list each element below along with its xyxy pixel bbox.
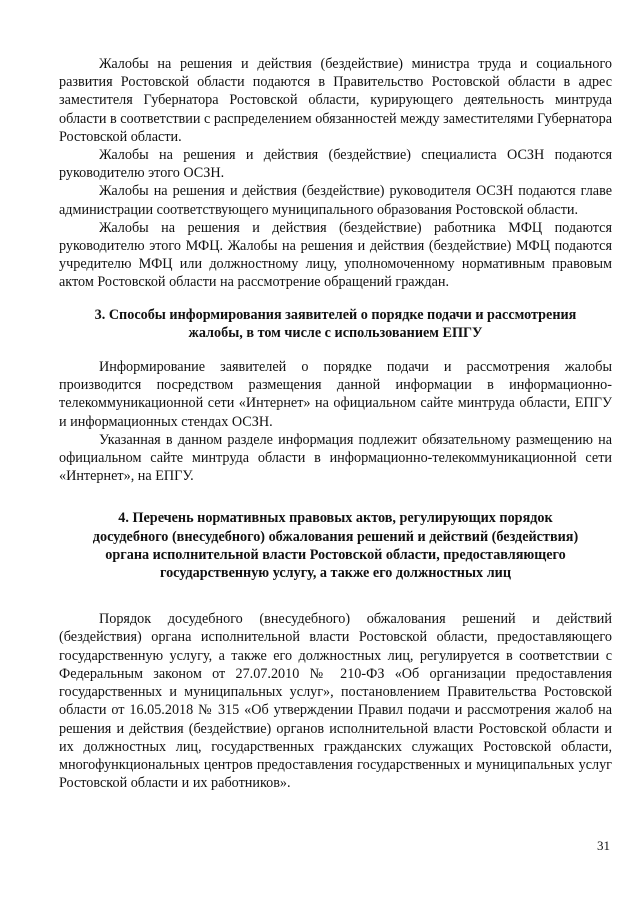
- section-4-heading: [59, 509, 612, 582]
- paragraph-minister-complaints: Жалобы на решения и действия (бездействие) министра труда и социального развития Ростовской области подаются в Правительство Ростовской области в адрес заместителя Губернатора Ростовской области, курирующего деятельность минтруда области в соответствии с распределением обязанностей между заместителями Губернатора Ростовской области.: [59, 56, 612, 145]
- section-4-heading-line-3: органа исполнительной власти Ростовской области, предоставляющего: [105, 546, 566, 563]
- spacer: [59, 292, 612, 306]
- spacer: [59, 342, 612, 358]
- spacer: [59, 582, 612, 610]
- spacer: [59, 485, 612, 509]
- paragraph-oszn-specialist-complaints: Жалобы на решения и действия (бездействие) специалиста ОСЗН подаются руководителю этого ОСЗН.: [59, 147, 612, 182]
- section-3-heading: [59, 306, 612, 342]
- section-4-heading-line-2: досудебного (внесудебного) обжалования решений и действий (бездействия): [92, 528, 579, 545]
- section-3-paragraph-publication: Указанная в данном разделе информация подлежит обязательному размещению на официальном сайте минтруда области в информационно-телекоммуникационной сети «Интернет», на ЕПГУ.: [59, 431, 612, 485]
- section-3-heading-line-1: 3. Способы информирования заявителей о порядке подачи и рассмотрения: [94, 306, 577, 323]
- paragraph-oszn-head-complaints: Жалобы на решения и действия (бездействие) руководителя ОСЗН подаются главе администрации соответствующего муниципального образования Ростовской области.: [59, 183, 612, 218]
- page-number: 31: [597, 838, 610, 853]
- paragraph-mfc-complaints: Жалобы на решения и действия (бездействие) работника МФЦ подаются руководителю этого МФЦ. Жалобы на решения и действия (бездействие) МФЦ подаются учредителю МФЦ или должностному лицу, уполномоченному нормативным правовым актом Ростовской области на рассмотрение обращений граждан.: [59, 219, 612, 291]
- section-4-heading-line-1: 4. Перечень нормативных правовых актов, регулирующих порядок: [118, 510, 553, 527]
- section-4-paragraph-regulations: Порядок досудебного (внесудебного) обжалования решений и действий (бездействия) органа исполнительной власти Ростовской области, предоставляющего государственную услугу, а также его должностных лиц, регулируется в соответствии с Федеральным законом от 27.07.2010 № 210-ФЗ «Об организации предоставления государственных и муниципальных услуг», постановлением Правительства Ростовской области от 16.05.2018 № 315 «Об утверждении Правил подачи и рассмотрения жалоб на решения и действия (бездействие) органов исполнительной власти Ростовской области и их должностных лиц, государственных гражданских служащих Ростовской области, многофункциональных центров предоставления государственных и муниципальных услуг Ростовской области и их работников».: [59, 611, 612, 792]
- section-4-heading-line-4: государственную услугу, а также его должностных лиц: [159, 565, 511, 582]
- section-3-heading-line-2: жалобы, в том числе с использованием ЕПГУ: [188, 324, 483, 341]
- section-3-paragraph-informing: Информирование заявителей о порядке подачи и рассмотрения жалобы производится посредством размещения данной информации в информационно-телекоммуникационной сети «Интернет» на официальном сайте минтруда области, ЕПГУ и информационных стендах ОСЗН.: [59, 359, 612, 430]
